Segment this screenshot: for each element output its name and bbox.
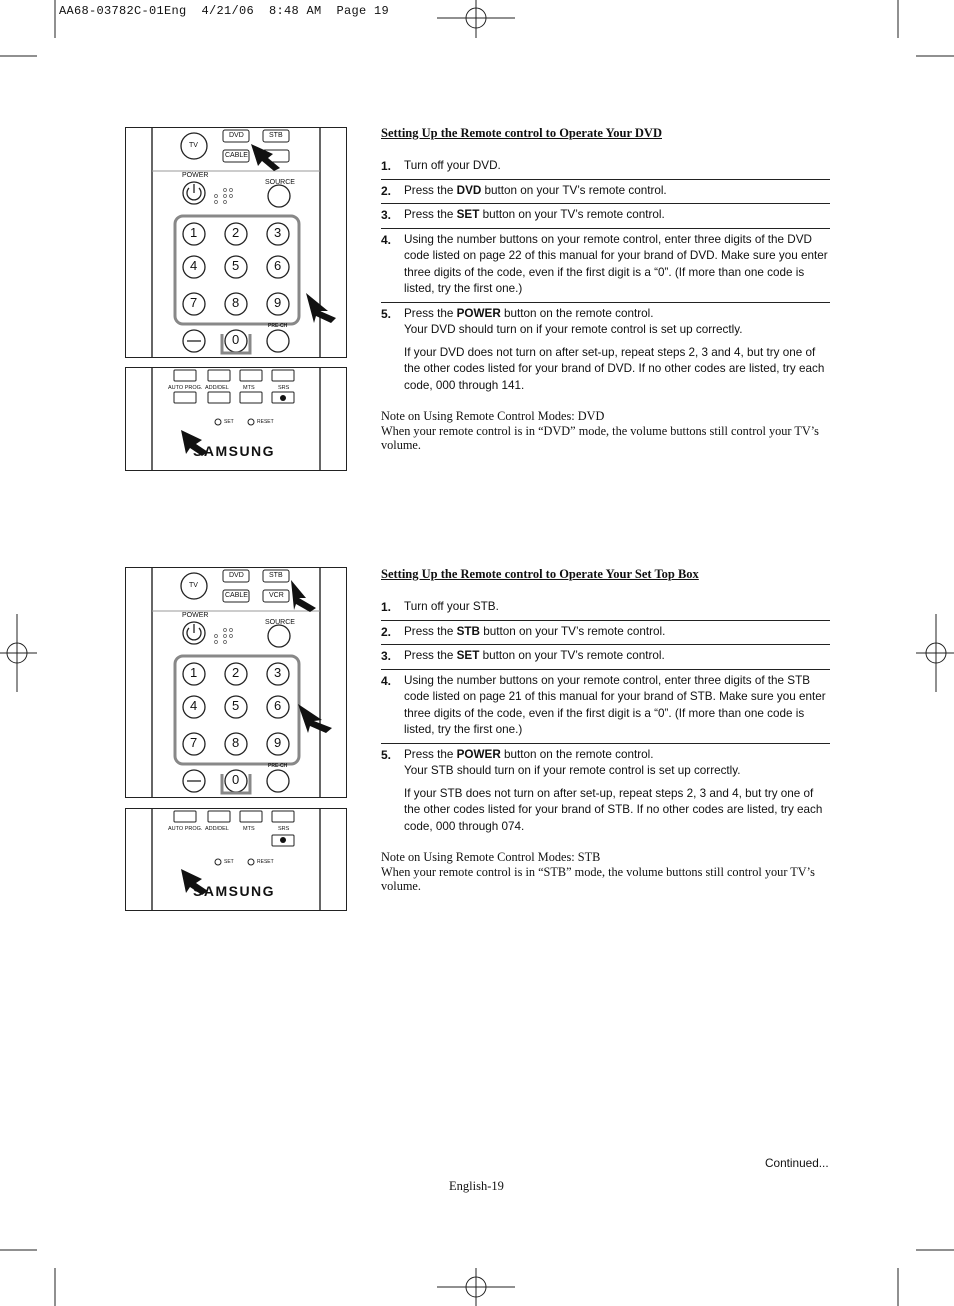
- step-key: STB: [456, 624, 480, 638]
- step-text: Turn off your DVD.: [404, 159, 501, 172]
- arrow-pointer-icon: [251, 144, 280, 171]
- remote-mts-label: MTS: [243, 385, 255, 391]
- step-item: [381, 204, 830, 229]
- dvd-note: [381, 409, 833, 453]
- remote-prech-label: PRE-CH: [268, 323, 288, 329]
- note-title: Note on Using Remote Control Modes: STB: [381, 850, 601, 864]
- step-number: 4.: [381, 673, 392, 688]
- step-item: [381, 229, 830, 303]
- remote-stb-key: STB: [269, 572, 283, 579]
- continued-label: Continued...: [765, 1156, 829, 1170]
- remote-tv-key: TV: [189, 142, 198, 149]
- section-title: Setting Up the Remote control to Operate Your Set Top Box: [381, 567, 699, 581]
- step-number: 2.: [381, 624, 392, 639]
- remote-digit-key: 8: [232, 735, 240, 750]
- step-item: [381, 621, 830, 646]
- step-text: Press the: [404, 306, 457, 320]
- remote-auto-prog-label: AUTO PROG.: [168, 385, 203, 391]
- arrow-pointer-icon: [306, 293, 336, 323]
- step-text: Press the: [404, 747, 457, 761]
- dvd-setup-section: [381, 126, 830, 398]
- step-number: 1.: [381, 600, 392, 614]
- step-item: [381, 744, 830, 840]
- remote-vcr-key: VCR: [269, 592, 284, 599]
- remote-digit-key: 2: [232, 665, 240, 680]
- remote-digit-key: 3: [274, 665, 282, 680]
- step-number: 2.: [381, 183, 392, 198]
- remote-add-del-label: ADD/DEL: [205, 826, 229, 832]
- step-number: 5.: [381, 306, 392, 321]
- step-key: POWER: [456, 747, 501, 761]
- step-text: Press the: [404, 208, 457, 221]
- remote-power-label: POWER: [182, 612, 209, 619]
- remote-digit-key: 6: [274, 258, 282, 273]
- remote-illustration-stb-top: [125, 567, 347, 798]
- remote-mts-label: MTS: [243, 826, 255, 832]
- remote-illustration-dvd-bottom: [125, 367, 347, 471]
- remote-add-del-label: ADD/DEL: [205, 385, 229, 391]
- note-title: Note on Using Remote Control Modes: DVD: [381, 409, 605, 423]
- step-text: Using the number buttons on your remote control, enter three digits of the STB code listed on page 21 of this manual for your brand of STB. Make sure you enter three digits of the code, even if the first digit is a “0”. (If more than one code is listed, try the first one.): [404, 673, 826, 736]
- section-title: Setting Up the Remote control to Operate Your DVD: [381, 126, 662, 140]
- step-text: Your DVD should turn on if your remote control is set up correctly.: [404, 323, 743, 336]
- remote-source-label: SOURCE: [265, 619, 295, 626]
- step-key: DVD: [456, 183, 482, 197]
- remote-stb-key: STB: [269, 132, 283, 139]
- remote-top-drawing: [126, 128, 346, 357]
- remote-reset-label: RESET: [257, 859, 274, 865]
- remote-illustration-dvd-top: [125, 127, 347, 358]
- step-item: [381, 303, 830, 399]
- step-item: [381, 645, 830, 670]
- step-extra-text: If your DVD does not turn on after set-up, repeat steps 2, 3 and 4, but try one of the other codes listed for your brand of DVD. If no other codes are listed, try each code, 000 through 141.: [404, 345, 825, 392]
- step-text: button on your TV’s remote control.: [479, 208, 665, 221]
- step-text: button on the remote control.: [500, 306, 654, 320]
- remote-digit-key: 9: [274, 295, 282, 310]
- page-number: English-19: [449, 1179, 504, 1193]
- remote-illustration-stb-bottom: [125, 808, 347, 911]
- remote-reset-label: RESET: [257, 419, 274, 425]
- step-text: Press the: [404, 649, 457, 662]
- remote-cable-key: CABLE: [225, 152, 248, 159]
- remote-dvd-key: DVD: [229, 132, 244, 139]
- remote-source-label: SOURCE: [265, 179, 295, 186]
- step-item: [381, 155, 830, 180]
- stb-note: [381, 850, 833, 894]
- samsung-logo: SAMSUNG: [193, 883, 276, 899]
- note-text: When your remote control is in “DVD” mode, the volume buttons still control your TV’s volume.: [381, 423, 819, 452]
- remote-set-label: SET: [224, 419, 234, 425]
- step-key: POWER: [456, 306, 501, 320]
- steps-list: [381, 155, 830, 398]
- remote-digit-key: 2: [232, 225, 240, 240]
- stb-setup-section: [381, 567, 830, 839]
- print-slug: AA68-03782C-01Eng 4/21/06 8:48 AM Page 19: [59, 4, 390, 18]
- note-text: When your remote control is in “STB” mode, the volume buttons still control your TV’s volume.: [381, 864, 815, 893]
- step-item: [381, 180, 830, 205]
- remote-srs-label: SRS: [278, 826, 290, 832]
- arrow-pointer-icon: [298, 704, 332, 733]
- remote-prech-label: PRE-CH: [268, 763, 288, 769]
- remote-digit-key: 5: [232, 258, 240, 273]
- remote-digit-key: 7: [190, 295, 198, 310]
- step-number: 4.: [381, 232, 392, 247]
- step-extra-text: If your STB does not turn on after set-up, repeat steps 2, 3 and 4, but try one of the other codes listed for your brand of STB. If no other codes are listed, try each code, 000 through 074.: [404, 786, 823, 833]
- remote-power-label: POWER: [182, 172, 209, 179]
- remote-digit-key: 5: [232, 698, 240, 713]
- samsung-logo: SAMSUNG: [193, 443, 276, 459]
- step-text: Press the: [404, 624, 457, 638]
- step-key: SET: [456, 649, 480, 662]
- step-item: [381, 670, 830, 744]
- remote-zero-key: 0: [232, 772, 240, 787]
- step-number: 1.: [381, 159, 392, 173]
- step-text: button on your TV’s remote control.: [479, 649, 665, 662]
- step-text: Turn off your STB.: [404, 600, 499, 613]
- remote-digit-key: 9: [274, 735, 282, 750]
- remote-top-drawing: [126, 568, 346, 797]
- step-text: Your STB should turn on if your remote control is set up correctly.: [404, 764, 741, 777]
- remote-digit-key: 6: [274, 698, 282, 713]
- step-text: button on the remote control.: [500, 747, 654, 761]
- remote-digit-key: 4: [190, 698, 198, 713]
- remote-digit-key: 4: [190, 258, 198, 273]
- step-number: 5.: [381, 747, 392, 762]
- steps-list: [381, 596, 830, 839]
- step-text: button on your TV’s remote control.: [481, 183, 667, 197]
- remote-digit-key: 1: [190, 225, 198, 240]
- step-key: SET: [456, 208, 480, 221]
- remote-digit-key: 3: [274, 225, 282, 240]
- remote-cable-key: CABLE: [225, 592, 248, 599]
- step-text: Using the number buttons on your remote control, enter three digits of the DVD code listed on page 22 of this manual for your brand of DVD. Make sure you enter three digits of the code, even if the first digit is a “0”. (If more than one code is listed, try the first one.): [404, 232, 828, 295]
- step-text: Press the: [404, 183, 457, 197]
- remote-dvd-key: DVD: [229, 572, 244, 579]
- remote-auto-prog-label: AUTO PROG.: [168, 826, 203, 832]
- step-item: [381, 596, 830, 621]
- remote-digit-key: 1: [190, 665, 198, 680]
- remote-digit-key: 7: [190, 735, 198, 750]
- step-number: 3.: [381, 649, 392, 663]
- step-text: button on your TV’s remote control.: [480, 624, 666, 638]
- remote-srs-label: SRS: [278, 385, 290, 391]
- remote-zero-key: 0: [232, 332, 240, 347]
- remote-tv-key: TV: [189, 582, 198, 589]
- remote-set-label: SET: [224, 859, 234, 865]
- arrow-pointer-icon: [291, 580, 316, 612]
- remote-digit-key: 8: [232, 295, 240, 310]
- step-number: 3.: [381, 208, 392, 222]
